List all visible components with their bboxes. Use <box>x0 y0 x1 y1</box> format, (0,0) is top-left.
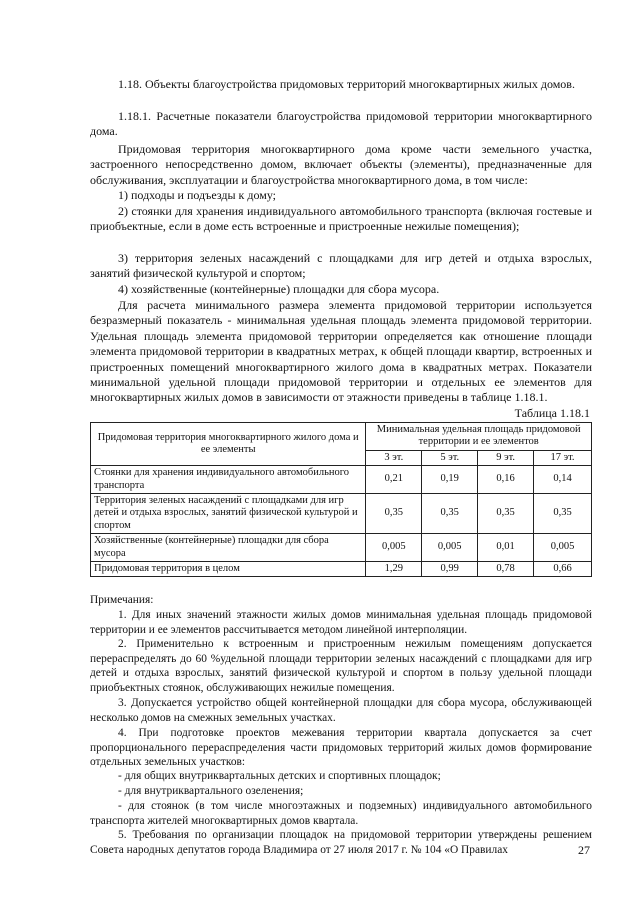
table-header-floor: 17 эт. <box>534 450 592 465</box>
row-label: Территория зеленых насаждений с площадками для игр детей и отдыха взрослых, занятий физической культурой и спортом <box>91 494 366 534</box>
cell-value: 0,005 <box>366 534 422 562</box>
table-row <box>91 466 592 494</box>
list-item-1: 1) подходы и подъезды к дому; <box>118 188 276 202</box>
cell-value: 0,78 <box>478 562 534 577</box>
cell-value: 1,29 <box>366 562 422 577</box>
note-4-sub-3: - для стоянок (в том числе многоэтажных и подземных) индивидуального автомобильного транспорта жителей многоквартирных домов квартала. <box>90 800 592 827</box>
cell-value: 0,14 <box>534 466 592 494</box>
page-number: 27 <box>578 843 590 857</box>
cell-value: 0,16 <box>478 466 534 494</box>
list-item-3: 3) территория зеленых насаждений с площадками для игр детей и отдыха взрослых, занятий физической культурой и спортом; <box>90 251 592 281</box>
table-row <box>91 534 592 562</box>
cell-value: 0,005 <box>422 534 478 562</box>
cell-value: 0,21 <box>366 466 422 494</box>
cell-value: 0,66 <box>534 562 592 577</box>
note-4: 4. При подготовке проектов межевания территории квартала допускается за счет пропорционального перераспределения части придомовых территорий жилых домов формирование отдельных земельных участков: <box>90 727 592 769</box>
table-header-group: Минимальная удельная площадь придомовой территории и ее элементов <box>366 423 592 451</box>
note-1: 1. Для иных значений этажности жилых домов минимальная удельная площадь придомовой территории и ее элементов рассчитывается методом линейной интерполяции. <box>90 609 592 636</box>
notes-title: Примечания: <box>90 594 154 606</box>
table-row <box>91 494 592 534</box>
section-title: 1.18. Объекты благоустройства придомовых территорий многоквартирных жилых домов. <box>118 77 575 91</box>
note-4-sub-2: - для внутриквартального озеленения; <box>118 785 304 797</box>
cell-value: 0,005 <box>534 534 592 562</box>
table-row <box>91 562 592 577</box>
cell-value: 0,35 <box>478 494 534 534</box>
cell-value: 0,19 <box>422 466 478 494</box>
intro-paragraph: Придомовая территория многоквартирного дома кроме части земельного участка, застроенного непосредственно домом, включает объекты (элементы), предназначенные для обслуживания, эксплуатации и благоустройства многоквартирного дома, в том числе: <box>90 142 592 187</box>
cell-value: 0,99 <box>422 562 478 577</box>
cell-value: 0,01 <box>478 534 534 562</box>
cell-value: 0,35 <box>534 494 592 534</box>
table-caption: Таблица 1.18.1 <box>514 406 590 420</box>
calc-paragraph: Для расчета минимального размера элемента придомовой территории используется безразмерный показатель - минимальная удельная площадь элемента придомовой территории. Удельная площадь элемента придомовой территории определяется как отношение площади элемента придомовой территории в квадратных метрах, к общей площади квартир, встроенных и пристроенных помещений многоквартирного жилого дома в квадратных метрах. Показатели минимальной удельной площади придомовой территории и отдельных ее элементов для многоквартирных жилых домов в зависимости от этажности приведены в таблице 1.18.1. <box>90 298 592 405</box>
cell-value: 0,35 <box>422 494 478 534</box>
note-2: 2. Применительно к встроенным и пристроенным нежилым помещениям допускается перераспределять до 60 %удельной площади территории зеленых насаждений с площадками для игр детей и отдыха взрослых, занятий физической культурой и спортом в пользу удельной площади приобъектных стоянок, обслуживающих нежилые помещения. <box>90 638 592 694</box>
row-label: Хозяйственные (контейнерные) площадки для сбора мусора <box>91 534 366 562</box>
area-table <box>90 422 592 577</box>
note-3: 3. Допускается устройство общей контейнерной площадки для сбора мусора, обслуживающей несколько домов на смежных земельных участках. <box>90 697 592 724</box>
note-4-sub-1: - для общих внутриквартальных детских и спортивных площадок; <box>118 770 441 782</box>
row-label: Придомовая территория в целом <box>91 562 366 577</box>
table-header-floor: 3 эт. <box>366 450 422 465</box>
table-header-floor: 9 эт. <box>478 450 534 465</box>
subsection-title: 1.18.1. Расчетные показатели благоустройства придомовой территории многоквартирного дома. <box>90 109 592 139</box>
row-label: Стоянки для хранения индивидуального автомобильного транспорта <box>91 466 366 494</box>
list-item-2: 2) стоянки для хранения индивидуального автомобильного транспорта (включая гостевые и приобъектные, если в доме есть встроенные и пристроенные нежилые помещения); <box>90 204 592 234</box>
table-header-floor: 5 эт. <box>422 450 478 465</box>
list-item-4: 4) хозяйственные (контейнерные) площадки для сбора мусора. <box>118 282 440 296</box>
cell-value: 0,35 <box>366 494 422 534</box>
table-header-territory: Придомовая территория многоквартирного жилого дома и ее элементы <box>91 423 366 466</box>
note-5: 5. Требования по организации площадок на придомовой территории утверждены решением Совета народных депутатов города Владимира от 27 июля 2017 г. № 104 «О Правилах <box>90 829 592 856</box>
